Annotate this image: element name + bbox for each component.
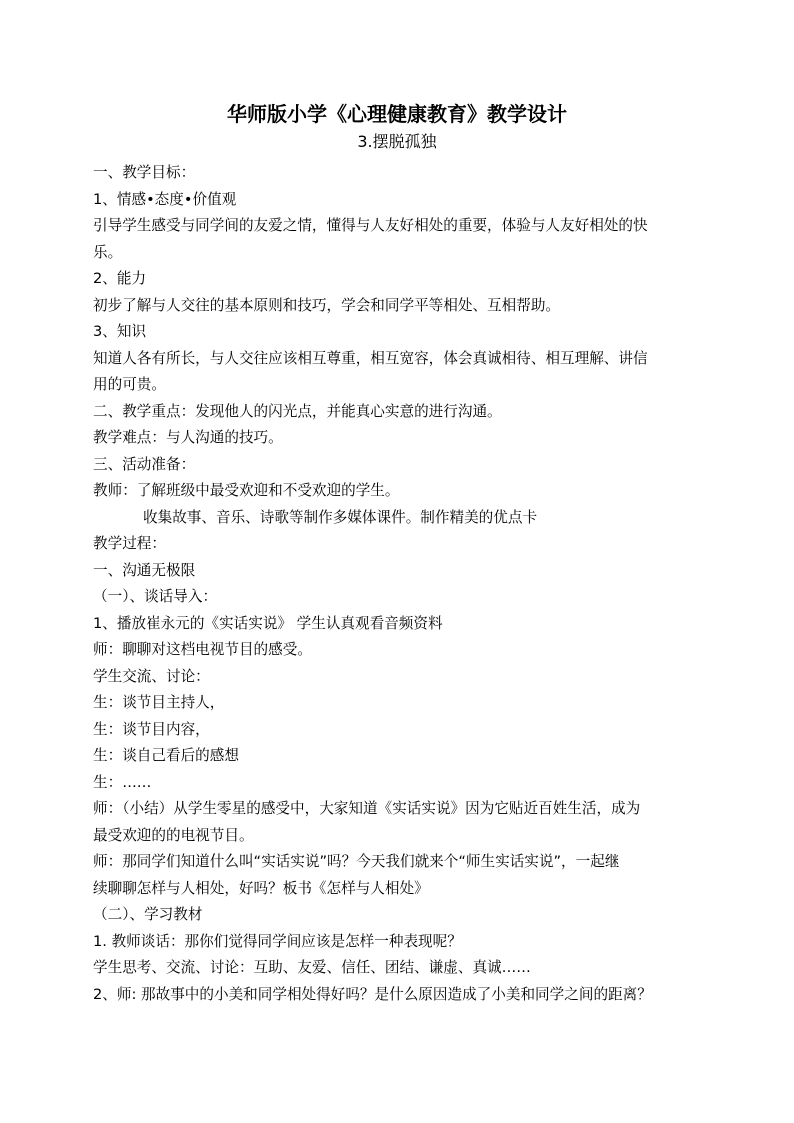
paragraph-line: 教师：了解班级中最受欢迎和不受欢迎的学生。 [93,482,400,499]
objective-heading-ability: 2、能力 [93,270,147,287]
paragraph-line: 1. 教师谈话：那你们觉得同学间应该是怎样一种表现呢？ [93,932,462,950]
objective-heading-emotion: 1、情感•态度•价值观 [93,190,237,208]
paragraph-line: 2、师: 那故事中的小美和同学相处得好吗？是什么原因造成了小美和同学之间的距离？ [93,985,652,1003]
lesson-subtitle: 3.摆脱孤独 [357,132,437,151]
paragraph-line: 引导学生感受与同学间的友爱之情，懂得与人友好相处的重要，体验与人友好相处的快 [93,217,648,234]
section-heading-objectives: 一、教学目标： [93,164,196,181]
paragraph-line: 收集故事、音乐、诗歌等制作多媒体课件。制作精美的优点卡 [143,508,538,526]
paragraph-line: 教学难点：与人沟通的技巧。 [93,429,283,446]
paragraph-line: 学生思考、交流、讨论：互助、友爱、信任、团结、谦虚、真诚…… [93,959,531,976]
paragraph-line: 生：…… [93,773,152,791]
paragraph-line: 用的可贵。 [93,376,166,393]
paragraph-line: 1、播放崔永元的《实话实说》 学生认真观看音频资料 [93,614,443,632]
paragraph-line: 师：聊聊对这档电视节目的感受。 [93,641,312,658]
subsection-heading-textbook: （二）、学习教材 [93,906,203,923]
paragraph-line: 生：谈自己看后的感想 [93,747,239,764]
section-heading-communication: 一、沟通无极限 [93,561,196,579]
paragraph-line: 师：（小结）从学生零星的感受中，大家知道《实话实说》因为它贴近百姓生活，成为 [93,800,641,817]
paragraph-line: 学生交流、讨论： [93,667,210,685]
paragraph-line: 乐。 [93,243,123,261]
document-body [93,160,705,1008]
paragraph-line: 师：那同学们知道什么叫“实话实说”吗？今天我们就来个“师生实话实说”，一起继 [93,853,620,870]
paragraph-line: 知道人各有所长，与人交往应该相互尊重，相互宽容，体会真诚相待、相互理解、讲信 [93,349,648,367]
section-heading-preparation: 三、活动准备： [93,455,196,473]
paragraph-line: 生：谈节目主持人， [93,694,225,711]
paragraph-line: 初步了解与人交往的基本原则和技巧，学会和同学平等相处、互相帮助。 [93,296,561,314]
paragraph-line: 最受欢迎的的电视节目。 [93,826,254,844]
subsection-heading-intro: （一）、谈话导入： [93,588,218,605]
section-heading-process: 教学过程： [93,535,166,552]
objective-heading-knowledge: 3、知识 [93,323,147,340]
document-title: 华师版小学《心理健康教育》教学设计 [227,102,567,126]
paragraph-line: 生：谈节目内容， [93,720,210,738]
paragraph-line: 续聊聊怎样与人相处，好吗？板书《怎样与人相处》 [93,879,429,897]
section-heading-key-points: 二、教学重点：发现他人的闪光点，并能真心实意的进行沟通。 [93,402,502,420]
